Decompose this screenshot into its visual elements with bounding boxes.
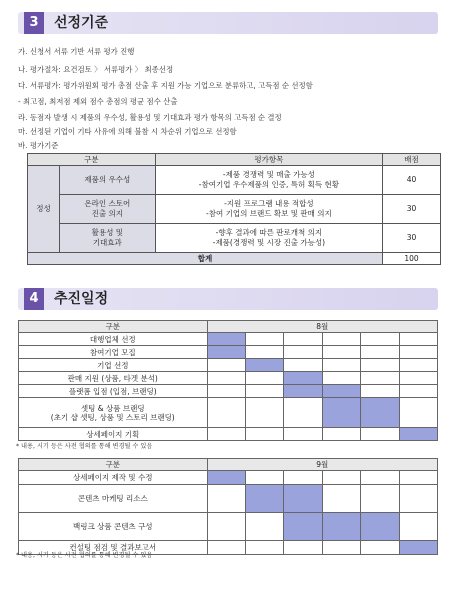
criteria-total-label: 합계 — [28, 253, 383, 265]
schedule-cell — [399, 471, 437, 485]
criteria-item: -제품 경쟁력 및 매출 가능성 — [222, 170, 315, 179]
schedule-table-september — [18, 458, 438, 555]
criteria-item: -참여기업 우수제품의 인증, 특허 획득 현황 — [198, 180, 339, 189]
section-4-title: 추진일정 — [54, 291, 109, 307]
schedule-row-label — [19, 398, 208, 428]
criteria-row-score: 30 — [383, 195, 441, 224]
schedule-bar — [361, 398, 399, 428]
criteria-item: -지원 프로그램 내용 적합성 — [224, 199, 314, 208]
schedule-cell — [361, 541, 399, 555]
schedule-cell — [322, 428, 360, 441]
criteria-row-score: 30 — [383, 224, 441, 253]
schedule-cell — [361, 385, 399, 398]
criteria-name-line: 진출 의지 — [91, 209, 123, 218]
schedule-cell — [361, 333, 399, 346]
schedule-note-august: * 내용, 시기 등은 사전 협의를 통해 변경될 수 있음 — [16, 443, 153, 450]
schedule-bar — [361, 513, 399, 541]
schedule-row-label: 컨설팅 점검 및 결과보고서 — [19, 541, 208, 555]
schedule-label-line: 셋팅 & 상품 브랜딩 — [80, 403, 145, 413]
schedule-bar — [399, 541, 437, 555]
schedule-row — [19, 333, 438, 346]
schedule-cell — [361, 485, 399, 513]
schedule-cell — [399, 372, 437, 385]
schedule-cell — [399, 385, 437, 398]
criteria-name-line: 활용성 및 — [91, 228, 123, 237]
schedule-header-label: 구분 — [19, 459, 208, 471]
criteria-name-line: 기대효과 — [92, 238, 122, 247]
schedule-row — [19, 398, 438, 428]
criteria-row-items — [155, 224, 382, 253]
text-line-da: 다. 서류평가: 평가위원회 평가 총점 산출 후 지원 가능 기업으로 분류하고, 고득점 순 선정함 — [18, 81, 313, 90]
schedule-cell — [361, 471, 399, 485]
schedule-cell — [207, 359, 245, 372]
criteria-row-score: 40 — [383, 166, 441, 195]
schedule-row-label: 기업 선정 — [19, 359, 208, 372]
criteria-row-items — [155, 166, 382, 195]
schedule-cell — [322, 359, 360, 372]
schedule-cell — [245, 513, 283, 541]
schedule-row-label: 상세페이지 기획 — [19, 428, 208, 441]
schedule-cell — [361, 428, 399, 441]
schedule-cell — [361, 346, 399, 359]
schedule-bar — [245, 485, 283, 513]
schedule-bar — [322, 513, 360, 541]
text-line-ba: 바. 평가기준 — [18, 141, 59, 150]
schedule-row-label: 판매 지원 (상품, 타겟 분석) — [19, 372, 208, 385]
schedule-cell — [245, 385, 283, 398]
schedule-cell — [284, 346, 322, 359]
schedule-row — [19, 428, 438, 441]
criteria-row-name — [59, 195, 155, 224]
schedule-cell — [399, 398, 437, 428]
section-3-number: 3 — [24, 12, 44, 34]
schedule-cell — [207, 485, 245, 513]
schedule-cell — [207, 385, 245, 398]
criteria-table — [27, 153, 441, 265]
schedule-cell — [322, 333, 360, 346]
criteria-row-name: 제품의 우수성 — [59, 166, 155, 195]
schedule-cell — [399, 346, 437, 359]
schedule-row — [19, 471, 438, 485]
schedule-cell — [284, 541, 322, 555]
schedule-cell — [322, 346, 360, 359]
criteria-header-category: 구분 — [28, 154, 156, 166]
schedule-cell — [322, 471, 360, 485]
schedule-cell — [284, 471, 322, 485]
schedule-bar — [207, 346, 245, 359]
criteria-row-items — [155, 195, 382, 224]
text-line-ma: 마. 선정된 기업이 기타 사유에 의해 불참 시 차순위 기업으로 선정함 — [18, 127, 237, 136]
section-3-header — [18, 12, 438, 34]
criteria-row-name — [59, 224, 155, 253]
schedule-table-august — [18, 320, 438, 441]
schedule-cell — [284, 359, 322, 372]
schedule-cell — [207, 372, 245, 385]
section-4-header — [18, 288, 438, 310]
schedule-cell — [361, 359, 399, 372]
section-3-title: 선정기준 — [54, 15, 109, 31]
schedule-bar — [207, 333, 245, 346]
schedule-month-september: 9월 — [207, 459, 437, 471]
text-line-ga: 가. 신청서 서류 기반 서류 평가 진행 — [18, 47, 135, 56]
schedule-cell — [245, 471, 283, 485]
criteria-item: -제품(경쟁력 및 시장 진출 가능성) — [212, 238, 326, 247]
schedule-row-label: 콘텐츠 마케팅 리소스 — [19, 485, 208, 513]
criteria-category: 정성 — [28, 166, 60, 253]
schedule-bar — [322, 398, 360, 428]
schedule-cell — [361, 372, 399, 385]
schedule-row — [19, 513, 438, 541]
schedule-row-label: 상세페이지 제작 및 수정 — [19, 471, 208, 485]
schedule-cell — [284, 428, 322, 441]
schedule-cell — [399, 513, 437, 541]
schedule-row — [19, 485, 438, 513]
schedule-cell — [245, 333, 283, 346]
schedule-note-september: * 내용, 시기 등은 사전 협의를 통해 변경될 수 있음 — [16, 552, 153, 559]
schedule-cell — [207, 428, 245, 441]
schedule-bar — [245, 359, 283, 372]
text-line-da-sub: - 최고점, 최저점 제외 점수 총점의 평균 점수 산출 — [18, 97, 178, 106]
schedule-cell — [322, 485, 360, 513]
schedule-row — [19, 372, 438, 385]
schedule-cell — [322, 541, 360, 555]
schedule-row-label: 참여기업 모집 — [19, 346, 208, 359]
criteria-item: -향후 결과에 따른 판로개척 의지 — [215, 228, 323, 237]
schedule-row — [19, 385, 438, 398]
schedule-cell — [207, 398, 245, 428]
schedule-row-label: 백링크 상품 콘텐츠 구성 — [19, 513, 208, 541]
schedule-cell — [322, 372, 360, 385]
schedule-cell — [207, 541, 245, 555]
schedule-bar — [322, 385, 360, 398]
schedule-cell — [245, 428, 283, 441]
schedule-cell — [207, 513, 245, 541]
schedule-cell — [245, 398, 283, 428]
schedule-cell — [245, 541, 283, 555]
schedule-row — [19, 359, 438, 372]
schedule-header-label: 구분 — [19, 321, 208, 333]
schedule-row-label: 대행업체 선정 — [19, 333, 208, 346]
schedule-bar — [284, 485, 322, 513]
schedule-cell — [245, 346, 283, 359]
criteria-item: -참여 기업의 브랜드 확보 및 판매 의지 — [206, 209, 332, 218]
schedule-month-august: 8월 — [207, 321, 437, 333]
section-4-number: 4 — [24, 288, 44, 310]
schedule-bar — [207, 471, 245, 485]
schedule-cell — [399, 359, 437, 372]
criteria-total-score: 100 — [383, 253, 441, 265]
schedule-bar — [284, 385, 322, 398]
schedule-cell — [245, 372, 283, 385]
text-line-na: 나. 평가절차: 요건검토 〉 서류평가 〉 최종선정 — [18, 65, 174, 74]
text-line-ra: 라. 동점자 발생 시 제품의 우수성, 활용성 및 기대효과 평가 항목의 고득점 순 결정 — [18, 113, 282, 122]
schedule-row-label: 플랫폼 입점 (입점, 브랜딩) — [19, 385, 208, 398]
schedule-cell — [284, 333, 322, 346]
schedule-cell — [284, 398, 322, 428]
schedule-bar — [284, 513, 322, 541]
criteria-header-score: 배점 — [383, 154, 441, 166]
schedule-cell — [399, 333, 437, 346]
schedule-label-line: (초기 샵 셋팅, 상품 및 스토리 브랜딩) — [50, 412, 175, 422]
criteria-name-line: 온라인 스토어 — [84, 199, 131, 208]
schedule-cell — [399, 485, 437, 513]
schedule-row — [19, 346, 438, 359]
criteria-header-items: 평가항목 — [155, 154, 382, 166]
schedule-bar — [284, 372, 322, 385]
schedule-bar — [399, 428, 437, 441]
